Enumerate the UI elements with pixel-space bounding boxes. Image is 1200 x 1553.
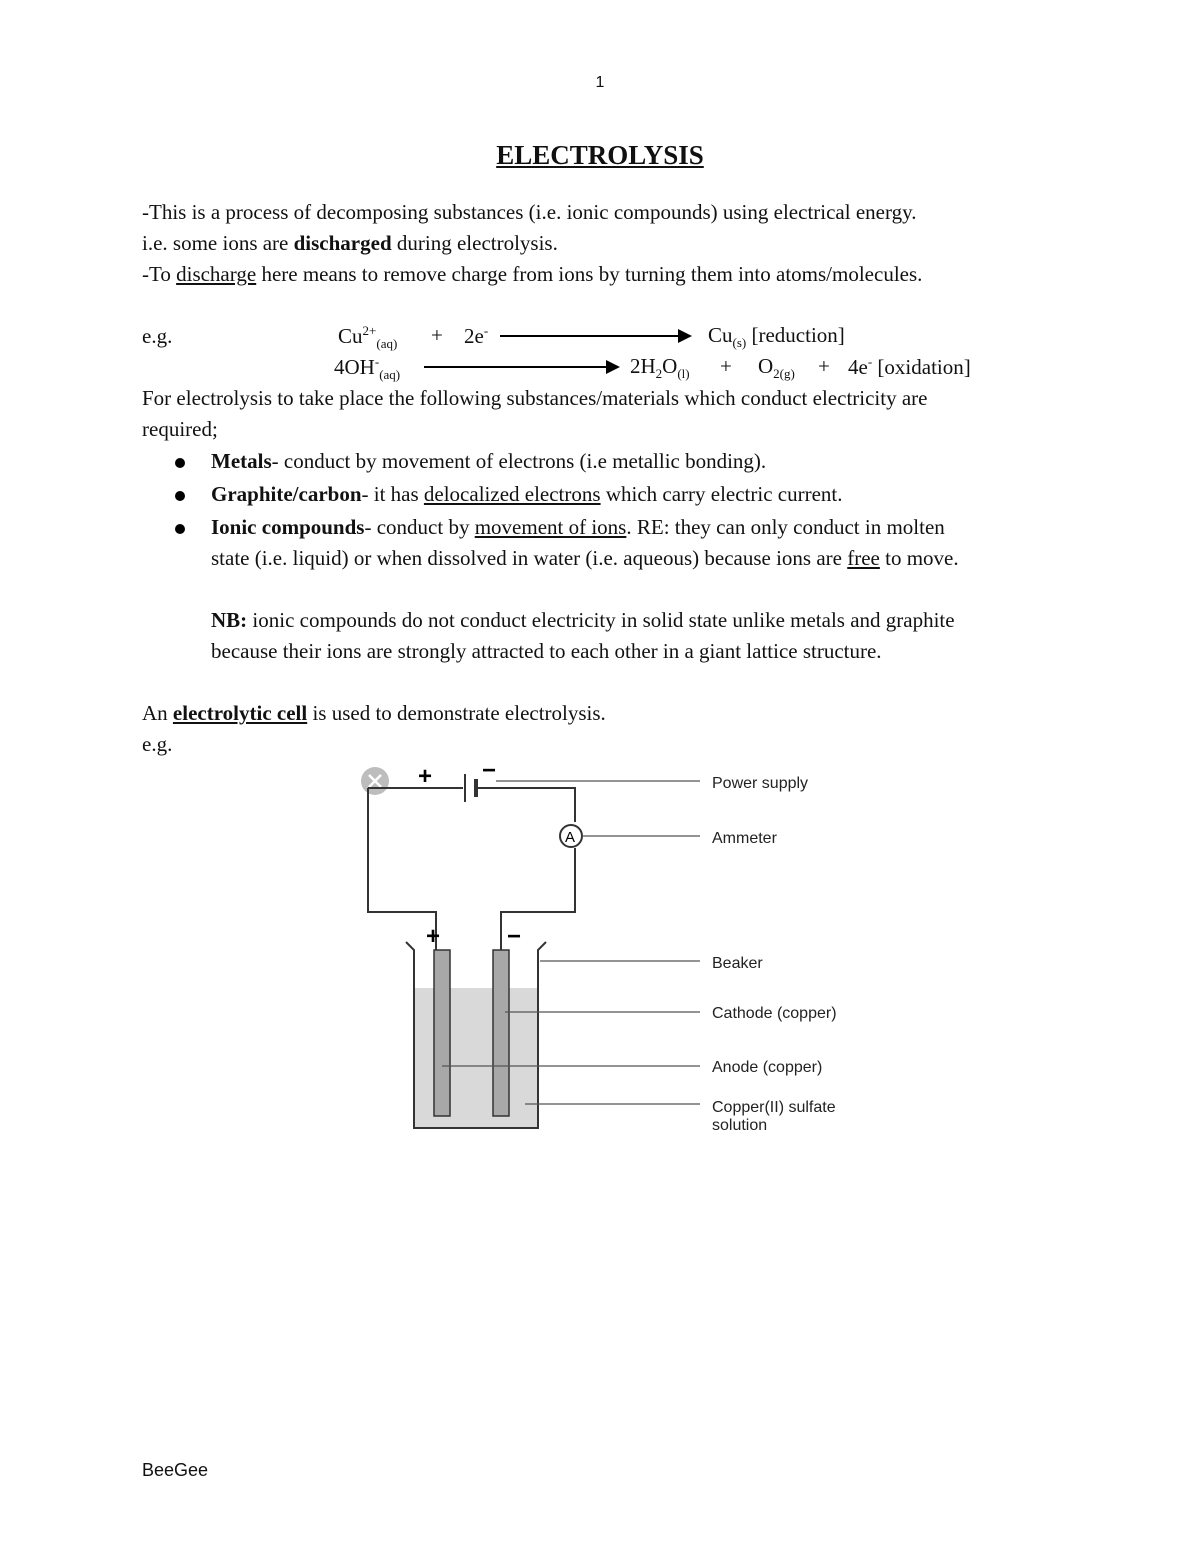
battery-symbol [465, 774, 476, 802]
circuit-wires [368, 788, 575, 950]
equation-1-electrons [464, 323, 488, 349]
battery-minus-sign: − [482, 760, 497, 784]
electrode-minus-sign: − [507, 923, 522, 950]
equation-1-product [708, 323, 845, 351]
cell-intro [142, 698, 606, 729]
metals-term: Metals [211, 449, 272, 473]
cu-charge: 2+ [362, 323, 377, 338]
reaction-arrow [424, 366, 618, 368]
intro-line-3-pre: -To [142, 262, 177, 286]
solution-label-line-1: Copper(II) sulfate [712, 1099, 836, 1116]
electrolytic-cell-term: electrolytic cell [172, 701, 308, 725]
page-title: ELECTROLYSIS [496, 140, 704, 170]
cell-intro-pre: An [142, 701, 173, 725]
hydroxide: 4OH [334, 355, 375, 379]
intro-line-2-post: during electrolysis. [391, 231, 558, 255]
cathode-label: Cathode (copper) [712, 1005, 837, 1022]
cell-intro-post: is used to demonstrate electrolysis. [307, 701, 606, 725]
ionic-line-2-pre: state (i.e. liquid) or when dissolved in water (i.e. aqueous) because ions are [211, 546, 848, 570]
oxygen-state: 2(g) [773, 366, 795, 382]
cathode-electrode [493, 950, 509, 1116]
equation-2-plus-1: + [720, 354, 732, 378]
intro-line-1: -This is a process of decomposing substances (i.e. ionic compounds) using electrical energy. [142, 200, 917, 224]
hydroxide-charge: - [374, 354, 380, 369]
eg-label: e.g. [142, 324, 173, 348]
graphite-post: which carry electric current. [600, 482, 843, 506]
reaction-arrow [500, 335, 690, 337]
bullet-ionic-line-2 [211, 543, 959, 574]
eg-label-2: e.g. [142, 732, 173, 756]
ionic-line-2-post: to move. [879, 546, 959, 570]
ionic-pre: - conduct by [364, 515, 475, 539]
bullet-graphite [211, 479, 843, 510]
intro-line-3 [142, 259, 922, 290]
discharged-term: discharged [293, 231, 392, 255]
water-o: O [662, 354, 678, 378]
oxygen: O [758, 354, 774, 378]
delocalized-electrons-term: delocalized electrons [423, 482, 601, 506]
equation-2-electrons [848, 354, 971, 380]
bullet-icon [175, 458, 185, 468]
footer-author: BeeGee [142, 1460, 209, 1480]
ionic-post: . RE: they can only conduct in molten [626, 515, 945, 539]
equation-1-plus: + [431, 323, 443, 347]
reduction-note: [reduction] [751, 323, 845, 347]
equation-1-reactant [338, 323, 397, 352]
power-supply-label: Power supply [712, 775, 809, 792]
close-icon[interactable] [361, 767, 389, 795]
electron-charge: - [867, 354, 873, 369]
equation-2-oxygen [758, 354, 795, 382]
free-term: free [847, 546, 880, 570]
nb-line-1 [211, 605, 955, 636]
intro-line-2-pre: i.e. some ions are [142, 231, 294, 255]
water-h: 2H [630, 354, 656, 378]
nb-label: NB: [211, 608, 248, 632]
cu-ion: Cu [338, 324, 363, 348]
electrolytic-cell-diagram [350, 760, 870, 1140]
nb-line-2: because their ions are strongly attracted to each other in a giant lattice structure. [211, 639, 882, 663]
cu-metal: Cu [708, 323, 733, 347]
equation-2-reactant [334, 354, 400, 383]
bullet-ionic [211, 512, 945, 543]
movement-of-ions-term: movement of ions [474, 515, 627, 539]
water-state: (l) [677, 366, 690, 382]
solution [414, 988, 538, 1128]
nb-text-1: ionic compounds do not conduct electricity in solid state unlike metals and graphite [247, 608, 955, 632]
electrons: 4e [848, 355, 868, 379]
intro-line-3-post: here means to remove charge from ions by turning them into atoms/molecules. [256, 262, 923, 286]
bullet-icon [175, 491, 185, 501]
equation-2-plus-2: + [818, 354, 830, 378]
anode-electrode [434, 950, 450, 1116]
equation-2-water [630, 354, 690, 382]
electron-charge: - [483, 323, 489, 338]
cu-metal-state: (s) [732, 335, 747, 351]
graphite-pre: - it has [361, 482, 424, 506]
bullet-icon [175, 524, 185, 534]
graphite-term: Graphite/carbon [211, 482, 362, 506]
discharge-term: discharge [176, 262, 257, 286]
intro-line-2 [142, 228, 558, 259]
battery-plus-sign: + [418, 763, 433, 790]
ammeter-label: Ammeter [712, 830, 777, 847]
conductors-line-1: For electrolysis to take place the following substances/materials which conduct electricity are [142, 386, 928, 410]
page-number: 1 [595, 74, 605, 91]
ammeter-letter: A [565, 829, 576, 846]
electrode-plus-sign: + [426, 923, 441, 950]
ionic-term: Ionic compounds [211, 515, 365, 539]
water-h-count: 2 [655, 366, 663, 382]
solution-label-line-2: solution [712, 1117, 768, 1134]
metals-text: - conduct by movement of electrons (i.e metallic bonding). [271, 449, 767, 473]
oxidation-note: [oxidation] [877, 355, 971, 379]
anode-label: Anode (copper) [712, 1059, 823, 1076]
bullet-metals [211, 446, 766, 477]
conductors-line-2: required; [142, 417, 218, 441]
beaker-label: Beaker [712, 955, 763, 972]
hydroxide-state: (aq) [379, 367, 401, 383]
cu-state: (aq) [376, 336, 398, 352]
electrons: 2e [464, 324, 484, 348]
